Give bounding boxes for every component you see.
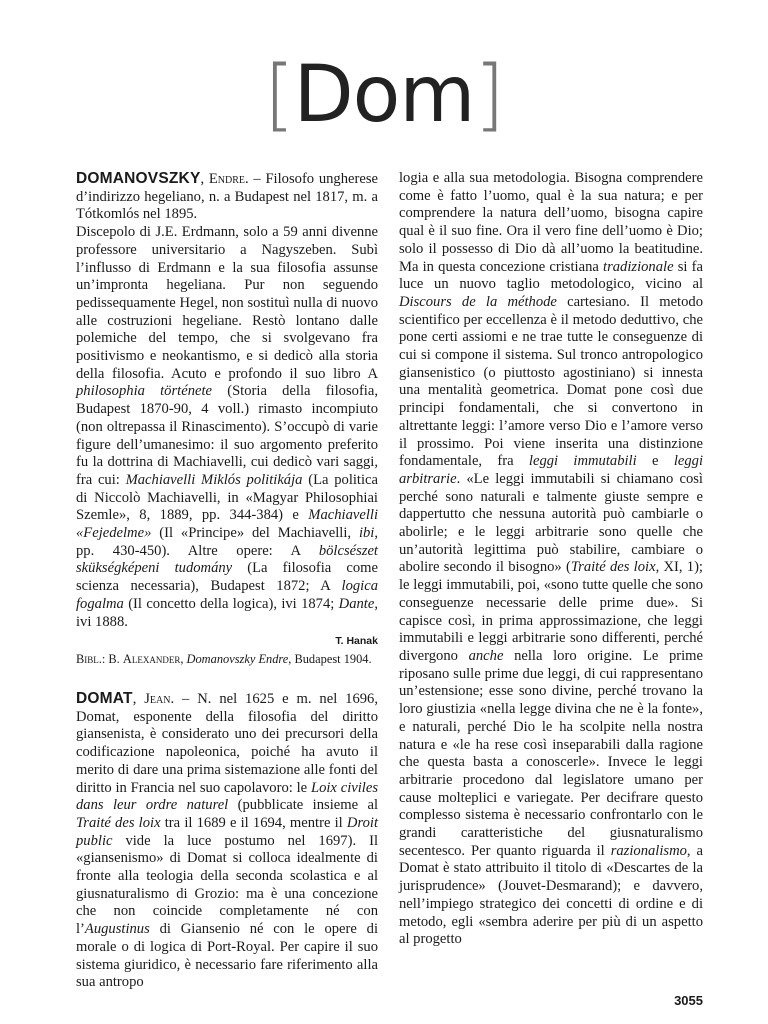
entry-intro: DOMAT, Jean. – N. nel 1625 e m. nel 1696, Domat, esponente della filosofia del diritto giansenista, è considerato uno dei precursori della codificazione napoleonica, poiché ha avuto il merito di dare una prima sistemazione alle fonti del diritto in Francia nel suo capolavoro: le Loix civiles dans leur ordre naturel (pubblicate insieme al Traité des loix tra il 1689 e il 1694, mentre il Droit public vide la luce postumo nel 1697). Il «giansenismo» di Domat si colloca idealmente di fronte alla teologia della seconda scolastica e al giusnaturalismo di Grozio: ma è una concezione che non coincide completamente né con l’Augustinus di Giansenio né con le opere di morale o di logica di Port-Royal. Per capire il suo sistema giuridico, è necessario fare riferimento alla sua antropo (76, 689, 379, 991)
header-bracket-open: [ (264, 50, 294, 140)
entry-intro: DOMANOVSZKY, Endre. – Filosofo ungherese d’indirizzo hegeliano, n. a Budapest nel 1817, m. a Tótkomlós nel 1895. (76, 170, 378, 223)
entry-domat-continued: logia e alla sua metodologia. Bisogna comprendere come è fatto l’uomo, qual è la sua natura; e per comprendere la natura dell’uomo, bisogna capire qual è il suo fine. Ora il vero fine dell’uomo è Dio; solo il possesso di Dio dà all’uomo la beatitudine. Ma in questa concezione cristiana tradizionale si fa luce un nuovo taglio metodologico, vicino al Discours de la méthode cartesiano. Il metodo scientifico per eccellenza è il metodo deduttivo, che pone certi assiomi e ne trae tutte le conseguenze di cui si compone il sistema. Sul tronco antropologico giansenistico (o piuttosto agostiniano) si innesta una mentalità geometrica. Domat pone così due principi fondamentali, che si convertono in altrettante leggi: l’amore verso Dio e l’amore verso il prossimo. Poi viene inserita una distinzione fondamentale, fra leggi immutabili e leggi arbitrarie. «Le leggi immutabili si chiamano così perché sono naturali e talmente giuste sempre e dappertutto che nessuna autorità può cambiarle o abolirle; e le leggi arbitrarie sono quelle che un’autorità legittima può stabilire, cambiare o abolire secondo il bisogno» (Traité des loix, XI, 1); le leggi immutabili, poi, «sono tutte quelle che sono conseguenze necessarie delle prime due». Si capisce così, in prima approssimazione, che leggi immutabili e leggi arbitrarie sono differenti, perché divergono anche nella loro origine. Le prime riposano sulle prime due leggi, di cui rappresentano un’estensione; esse sono divine, perché trovano la loro giustizia «nella legge divina che ne è la fonte», e naturali, perché Dio le ha scolpite nella nostra natura e «le ha rese così inseparabili dalla ragione che questa basta a conoscerle». Invece le leggi arbitrarie procedono dal legislatore umano per cause molteplici e variegate. Per decifrare questo complesso sistema è necessario confrontarlo con le grandi caratteristiche del giusnaturalismo secentesco. Per quanto riguarda il razionalismo, a Domat è stato attribuito il titolo di «Descartes de la jurisprudence» (Jouvet-Desmarand); e davvero, nell’impiego strategico dei concetti di ordine e di metodo, egli «sembra aderire per più di un aspetto al progetto (399, 170, 704, 948)
header-bracket-close: ] (474, 50, 504, 140)
right-column (399, 170, 703, 949)
firstname: Endre. (208, 171, 249, 187)
entry-domanovszky (76, 170, 378, 667)
entry-body: Discepolo di J.E. Erdmann, solo a 59 anni divenne professore universitario a Nagyszeben. Subì l’influsso di Erdmann e la sua filosofia assunse un’impronta hegeliana. Pur non seguendo pedissequamente Hegel, non sostituì nulla di nuovo alle costruzioni hegeliane. Restò lontano dalle polemiche del tempo, che si svolgevano fra positivismo e neokantismo, e si dedicò alla storia della filosofia. Acuto e profondo il suo libro A philosophia története (Storia della filosofia, Budapest 1870-90, 4 voll.) rimasto incompiuto (non oltrepassa il Rinascimento). S’occupò di varie figure dell’umanesimo: il suo argomento preferito fu la dottrina di Machiavelli, cui dedicò vari saggi, fra cui: Machiavelli Miklós politikája (La politica di Niccolò Machiavelli, in «Magyar Philosophiai Szemle», 8, 1889, pp. 344-384) e Machiavelli «Fejedelme» (Il «Principe» del Machiavelli, ibi, pp. 430-450). Altre opere: A bölcsészet skükségképeni tudomány (La filosofia come scienza necessaria), Budapest 1872; A logica fogalma (Il concetto della logica), ivi 1874; Dante, ivi 1888. (76, 224, 379, 630)
entry-domat (76, 690, 378, 992)
header-title: Dom (293, 50, 475, 140)
author-signature: T. Hanak (335, 635, 378, 648)
left-column (76, 170, 378, 992)
headword: DOMANOVSZKY (76, 170, 201, 187)
page-number: 3055 (674, 993, 703, 1008)
bibliography: Bibl.: B. Alexander, Domanovszky Endre, Budapest 1904. (76, 651, 372, 666)
running-header (0, 50, 768, 140)
firstname: Jean. (144, 690, 175, 707)
headword: DOMAT (76, 689, 133, 707)
